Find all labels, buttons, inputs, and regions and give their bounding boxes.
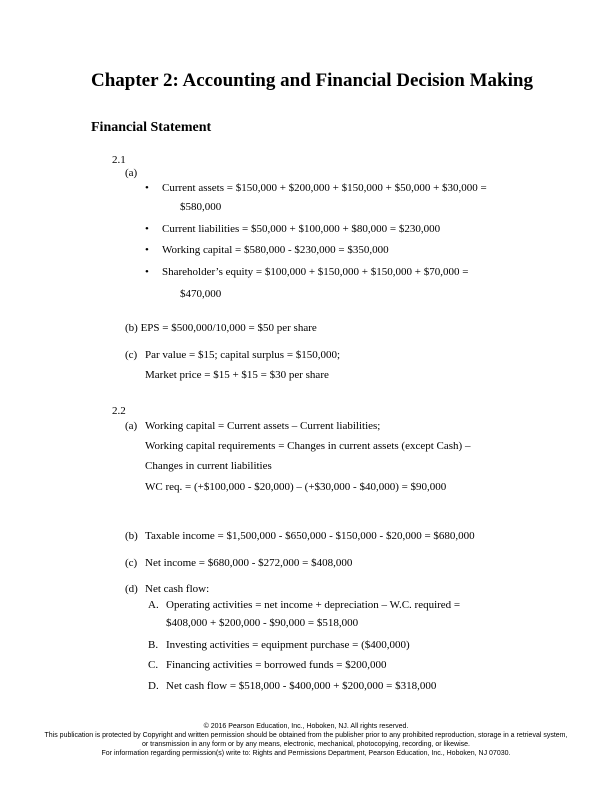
bullet-current-assets-cont: $580,000 <box>180 201 222 213</box>
financing-activities: Financing activities = borrowed funds = $200,000 <box>166 659 387 671</box>
operating-activities-cont: $408,000 + $200,000 - $90,000 = $518,000 <box>166 617 359 629</box>
part-a-label: (a) <box>125 167 138 179</box>
part-c-market-price: Market price = $15 + $15 = $30 per share <box>145 369 329 381</box>
part-c-par-value: Par value = $15; capital surplus = $150,000; <box>145 349 341 361</box>
footer-protection-notice: This publication is protected by Copyright and written permission should be obtained from the publisher prior to any prohibited reproduction, storage in a retrieval system, <box>44 732 568 739</box>
net-cash-flow-heading: Net cash flow: <box>145 583 210 595</box>
footer-copyright: © 2016 Pearson Education, Inc., Hoboken, NJ. All rights reserved. <box>203 723 409 730</box>
taxable-income: Taxable income = $1,500,000 - $650,000 - $150,000 - $20,000 = $680,000 <box>145 530 475 542</box>
part-b-label-2-2: (b) <box>125 530 138 542</box>
problem-number-2-2: 2.2 <box>112 405 126 417</box>
bullet-shareholders-equity: • Shareholder’s equity = $100,000 + $150,000 + $150,000 + $70,000 = <box>162 265 468 279</box>
item-d-label: D. <box>148 680 159 692</box>
item-b-label: B. <box>148 639 159 651</box>
section-title: Financial Statement <box>91 120 212 135</box>
footer-permissions-contact: For information regarding permission(s) write to: Rights and Permissions Department, Pearson Education, Inc., Hoboken, NJ 07030. <box>101 750 511 757</box>
item-c-label: C. <box>148 659 159 671</box>
part-b-eps: (b) EPS = $500,000/10,000 = $50 per share <box>125 322 317 334</box>
part-c-label-2-2: (c) <box>125 557 138 569</box>
item-a-label: A. <box>148 599 159 611</box>
working-capital-definition: Working capital = Current assets – Current liabilities; <box>145 420 381 432</box>
footer-transmission-notice: or transmission in any form or by any means, electronic, mechanical, photocopying, recording, or likewise. <box>142 741 470 748</box>
net-income: Net income = $680,000 - $272,000 = $408,000 <box>145 557 353 569</box>
chapter-title: Chapter 2: Accounting and Financial Decision Making <box>91 70 533 91</box>
bullet-current-liabilities: • Current liabilities = $50,000 + $100,000 + $80,000 = $230,000 <box>162 222 440 236</box>
bullet-shareholders-equity-cont: $470,000 <box>180 288 222 300</box>
bullet-working-capital: • Working capital = $580,000 - $230,000 = $350,000 <box>162 243 389 257</box>
net-cash-flow-total: Net cash flow = $518,000 - $400,000 + $200,000 = $318,000 <box>166 680 437 692</box>
operating-activities: Operating activities = net income + depreciation – W.C. required = <box>166 599 461 611</box>
bullet-current-assets: • Current assets = $150,000 + $200,000 + $150,000 + $50,000 + $30,000 = <box>162 181 487 195</box>
investing-activities: Investing activities = equipment purchase = ($400,000) <box>166 639 410 651</box>
problem-number-2-1: 2.1 <box>112 154 126 166</box>
working-capital-requirements: Working capital requirements = Changes in current assets (except Cash) – <box>145 440 471 452</box>
wc-req-calculation: WC req. = (+$100,000 - $20,000) – (+$30,000 - $40,000) = $90,000 <box>145 481 447 493</box>
part-d-label-2-2: (d) <box>125 583 138 595</box>
part-c-label: (c) <box>125 349 138 361</box>
working-capital-requirements-cont: Changes in current liabilities <box>145 460 272 472</box>
part-a-label-2-2: (a) <box>125 420 138 432</box>
